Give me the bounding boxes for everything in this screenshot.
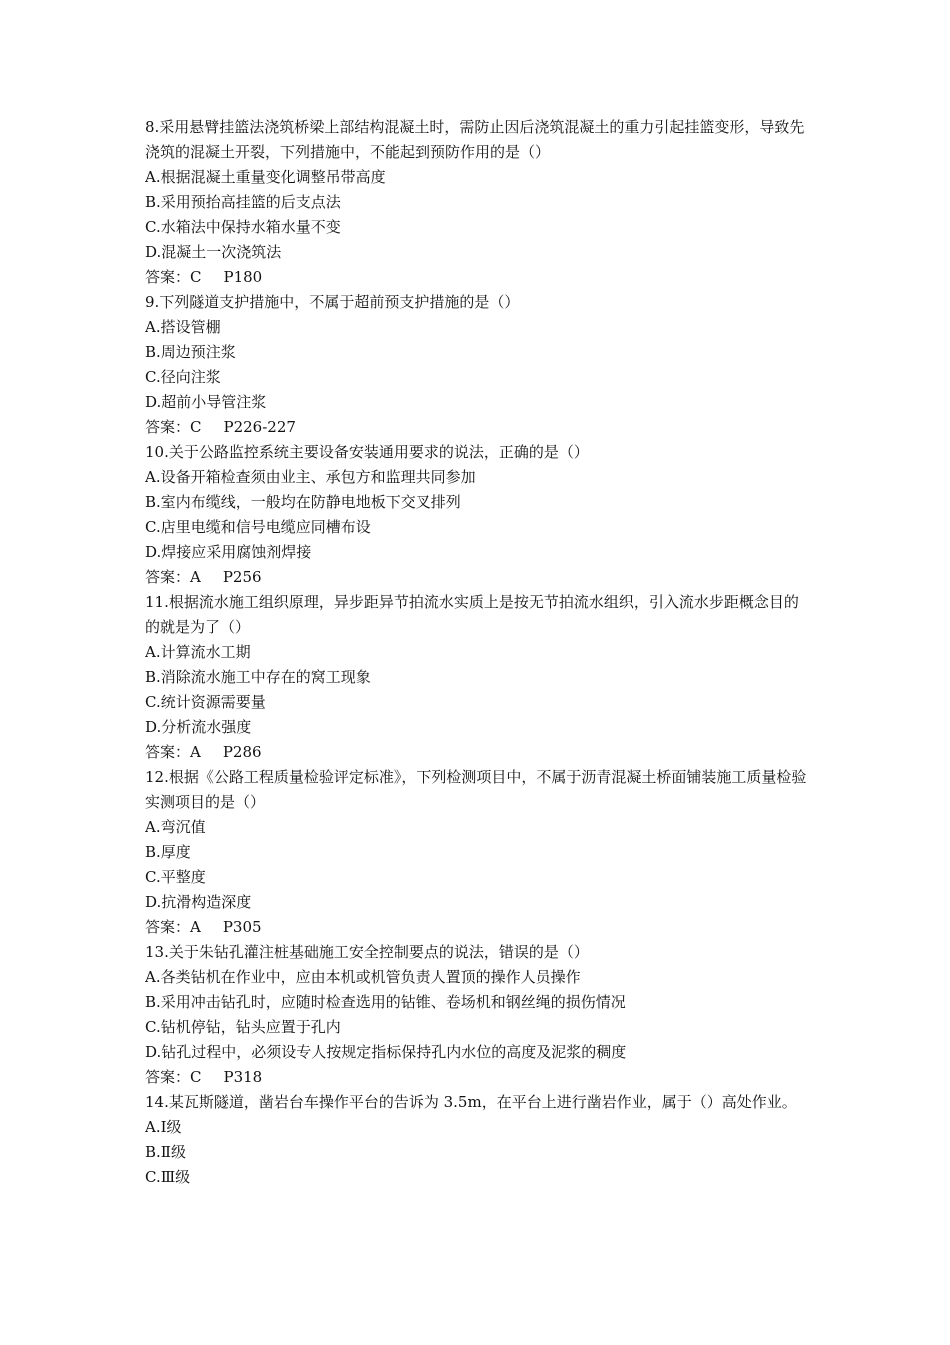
option-b: B.周边预注浆 <box>145 343 236 361</box>
answer-label: 答案：A <box>145 743 201 761</box>
option-a: A.各类钻机在作业中，应由本机或机管负责人置顶的操作人员操作 <box>145 968 581 986</box>
option-c: C.店里电缆和信号电缆应同槽布设 <box>145 518 371 536</box>
answer-line <box>145 565 810 590</box>
answer-label: 答案：C <box>145 1068 202 1086</box>
option-a: A.弯沉值 <box>145 818 206 836</box>
answer-page-ref: P318 <box>223 1068 263 1086</box>
question-10 <box>145 440 810 590</box>
option-b: B.室内布缆线，一般均在防静电地板下交叉排列 <box>145 493 461 511</box>
answer-label: 答案：C <box>145 268 202 286</box>
option-b: B.消除流水施工中存在的窝工现象 <box>145 668 371 686</box>
question-9 <box>145 290 810 440</box>
option-d: D.焊接应采用腐蚀剂焊接 <box>145 543 312 561</box>
option-a: A.Ⅰ级 <box>145 1118 182 1136</box>
option-b: B.采用冲击钻孔时，应随时检查选用的钻锥、卷场机和钢丝绳的损伤情况 <box>145 993 626 1011</box>
question-12 <box>145 765 810 940</box>
option-c: C.平整度 <box>145 868 206 886</box>
question-stem: 12.根据《公路工程质量检验评定标准》，下列检测项目中，不属于沥青混凝土桥面铺装施工质量检验实测项目的是（） <box>145 768 807 811</box>
option-c: C.钻机停钻，钻头应置于孔内 <box>145 1018 341 1036</box>
question-stem: 14.某瓦斯隧道，凿岩台车操作平台的告诉为 3.5m，在平台上进行凿岩作业，属于（）高处作业。 <box>145 1093 797 1111</box>
option-c: C.水箱法中保持水箱水量不变 <box>145 218 341 236</box>
answer-line <box>145 265 810 290</box>
option-a: A.设备开箱检查须由业主、承包方和监理共同参加 <box>145 468 476 486</box>
document-page <box>145 115 810 1190</box>
option-d: D.超前小导管注浆 <box>145 393 267 411</box>
option-d: D.抗滑构造深度 <box>145 893 252 911</box>
option-d: D.混凝土一次浇筑法 <box>145 243 282 261</box>
option-b: B.厚度 <box>145 843 191 861</box>
question-stem: 11.根据流水施工组织原理，异步距异节拍流水实质上是按无节拍流水组织，引入流水步距概念目的的就是为了（） <box>145 593 799 636</box>
option-c: C.统计资源需要量 <box>145 693 266 711</box>
answer-line <box>145 740 810 765</box>
question-13 <box>145 940 810 1090</box>
answer-page-ref: P305 <box>222 918 262 936</box>
option-d: D.钻孔过程中，必须设专人按规定指标保持孔内水位的高度及泥浆的稠度 <box>145 1043 627 1061</box>
answer-label: 答案：A <box>145 568 201 586</box>
question-14 <box>145 1090 810 1190</box>
question-stem: 8.采用悬臂挂篮法浇筑桥梁上部结构混凝土时，需防止因后浇筑混凝土的重力引起挂篮变形，导致先浇筑的混凝土开裂，下列措施中，不能起到预防作用的是（） <box>145 118 805 161</box>
option-c: C.径向注浆 <box>145 368 221 386</box>
answer-line <box>145 415 810 440</box>
question-11 <box>145 590 810 765</box>
question-stem: 13.关于朱钻孔灌注桩基础施工安全控制要点的说法，错误的是（） <box>145 943 589 961</box>
answer-line <box>145 915 810 940</box>
answer-page-ref: P286 <box>222 743 262 761</box>
option-a: A.计算流水工期 <box>145 643 251 661</box>
answer-page-ref: P256 <box>222 568 262 586</box>
question-8 <box>145 115 810 290</box>
option-a: A.根据混凝土重量变化调整吊带高度 <box>145 168 386 186</box>
answer-label: 答案：A <box>145 918 201 936</box>
answer-page-ref: P226-227 <box>223 418 296 436</box>
option-b: B.Ⅱ级 <box>145 1143 186 1161</box>
answer-page-ref: P180 <box>223 268 263 286</box>
option-d: D.分析流水强度 <box>145 718 252 736</box>
question-stem: 9.下列隧道支护措施中，不属于超前预支护措施的是（） <box>145 293 520 311</box>
option-a: A.搭设管棚 <box>145 318 221 336</box>
question-stem: 10.关于公路监控系统主要设备安装通用要求的说法，正确的是（） <box>145 443 589 461</box>
option-b: B.采用预抬高挂篮的后支点法 <box>145 193 341 211</box>
answer-line <box>145 1065 810 1090</box>
answer-label: 答案：C <box>145 418 202 436</box>
option-c: C.Ⅲ级 <box>145 1168 191 1186</box>
